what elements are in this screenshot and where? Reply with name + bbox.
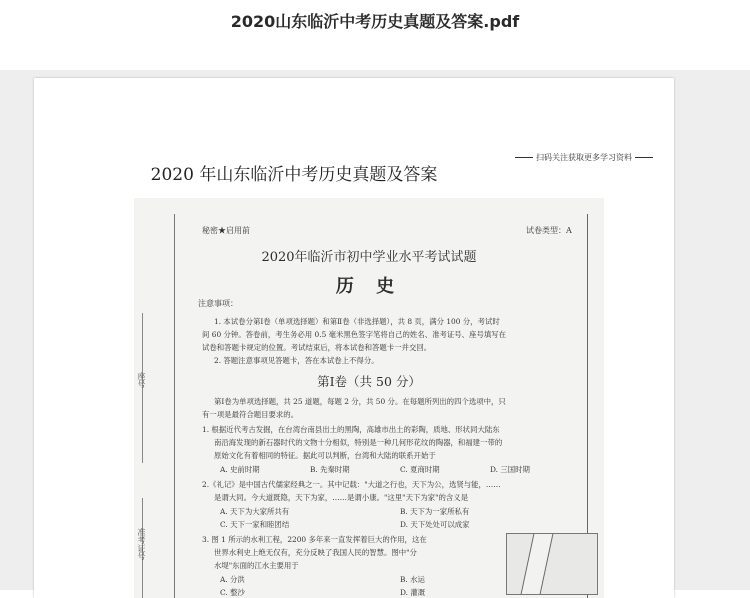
option: D. 三国时期 bbox=[490, 465, 530, 474]
note-line: 1. 本试卷分第Ⅰ卷（单项选择题）和第Ⅱ卷（非选择题），共 8 页，满分 100 分，考试时 bbox=[214, 317, 500, 326]
question-line: 原始文化有着相同的特征。据此可以判断，台湾和大陆的联系开始于 bbox=[214, 451, 436, 460]
scanned-exam-image bbox=[134, 198, 604, 598]
option: A. 天下为大家所共有 bbox=[220, 507, 290, 516]
section-intro-line: 第Ⅰ卷为单项选择题，共 25 道题，每题 2 分，共 50 分。在每题所列出的四个选项中，只 bbox=[214, 397, 506, 406]
river-shape bbox=[521, 534, 554, 594]
question-line: 世界水利史上绝无仅有，充分反映了我国人民的智慧。图中"分 bbox=[214, 548, 417, 557]
subject-title: 历 史 bbox=[335, 276, 403, 297]
question-line: 南沿海发现的新石器时代的文物十分相似，特别是一种几何形花纹的陶器，和福建一带的 bbox=[214, 438, 503, 447]
option: C. 整沙 bbox=[220, 588, 245, 597]
note-line: 2. 答题注意事项见答题卡，答在本试卷上不得分。 bbox=[214, 356, 379, 365]
option: B. 水运 bbox=[400, 575, 425, 584]
question-line: 是谓大同。今大道既隐，天下为家，……是谓小康。"这里"天下为家"的含义是 bbox=[214, 493, 469, 502]
page-heading: 2020 年山东临沂中考历史真题及答案 bbox=[150, 165, 438, 185]
section-intro-line: 有一项是最符合题目要求的。 bbox=[202, 410, 299, 419]
option: C. 夏商时期 bbox=[400, 465, 440, 474]
question-line: 水堤"东面的江水主要用于 bbox=[214, 561, 299, 570]
promo-text: 扫码关注获取更多学习资料 bbox=[536, 153, 632, 162]
option: C. 天下一家和睦团结 bbox=[220, 520, 290, 529]
document-title: 2020山东临沂中考历史真题及答案.pdf bbox=[230, 12, 520, 31]
option: A. 分洪 bbox=[220, 575, 245, 584]
option: A. 史前时期 bbox=[220, 465, 260, 474]
dujiangyan-map-figure bbox=[506, 533, 598, 595]
promo-rule-right bbox=[635, 157, 653, 158]
note-line: 试卷和答题卡规定的位置。考试结束后，将本试卷和答题卡一并交回。 bbox=[202, 343, 432, 352]
exam-title: 2020年临沂市初中学业水平考试试题 bbox=[261, 250, 477, 265]
option: D. 天下处处可以成家 bbox=[400, 520, 470, 529]
side-label-ticket: 准考证号 bbox=[137, 528, 146, 560]
question-line: 2.《礼记》是中国古代儒家经典之一。其中记载："大道之行也，天下为公，选贤与能，…… bbox=[202, 480, 501, 489]
pdf-page[interactable] bbox=[34, 78, 674, 598]
option: B. 天下为一家所私有 bbox=[400, 507, 470, 516]
option: B. 先秦时期 bbox=[310, 465, 350, 474]
paper-type: 试卷类型：A bbox=[526, 226, 572, 235]
title-bar bbox=[0, 0, 750, 70]
side-label-seat: 座号 bbox=[137, 372, 146, 388]
notes-heading: 注意事项： bbox=[198, 299, 238, 308]
promo-rule-left bbox=[515, 157, 533, 158]
question-line: 3. 图 1 所示的水利工程，2200 多年来一直发挥着巨大的作用，这在 bbox=[202, 535, 427, 544]
option: D. 灌溉 bbox=[400, 588, 426, 597]
confidential-mark: 秘密★启用前 bbox=[202, 226, 250, 235]
note-line: 间 60 分钟。答卷前，考生务必用 0.5 毫米黑色签字笔将自己的姓名、准考证号、座号填写在 bbox=[202, 330, 507, 339]
section-title: 第Ⅰ卷（共 50 分） bbox=[317, 374, 421, 389]
question-line: 1. 根据近代考古发掘，在台湾台南县出土的黑陶，高雄市出土的彩陶，质地、形状同大陆东 bbox=[202, 425, 500, 434]
